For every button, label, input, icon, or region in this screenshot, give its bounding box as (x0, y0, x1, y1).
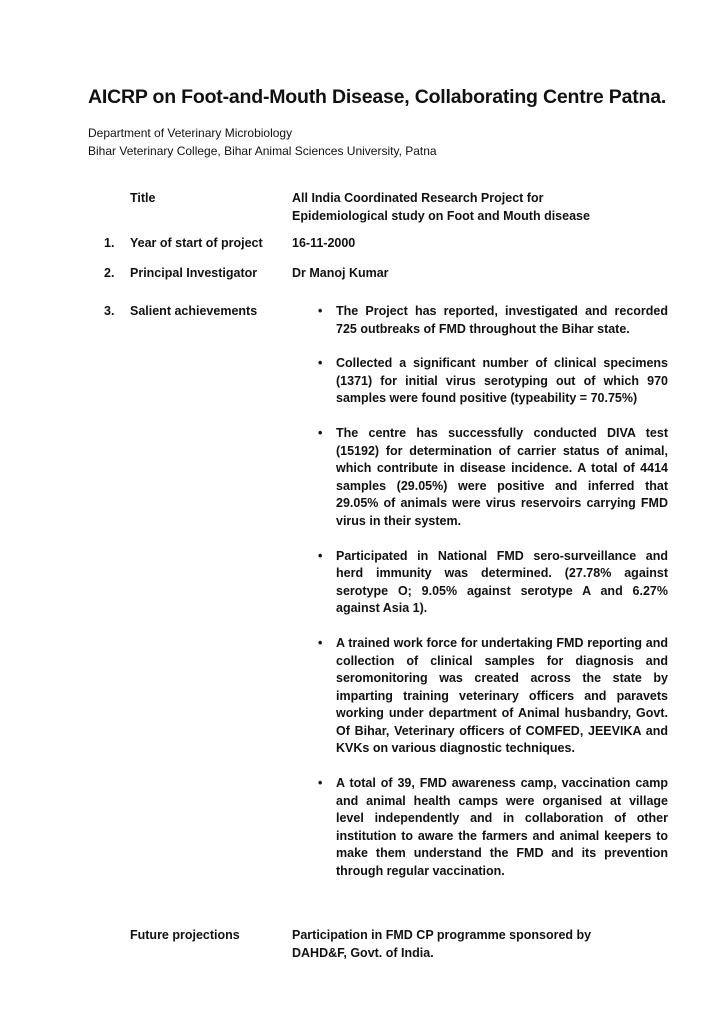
achievement-text: Participated in National FMD sero-surveillance and herd immunity was determined. (27.78% against serotype O; 9.05% against serotype A and 6.27% against Asia 1). (336, 548, 668, 616)
achievement-item (318, 548, 668, 618)
row-number: 1. (104, 236, 115, 250)
pi-value: Dr Manoj Kumar (292, 266, 389, 280)
title-label: Title (130, 191, 156, 205)
achievements-label: Salient achievements (130, 304, 258, 318)
department-name: Department of Veterinary Microbiology (88, 126, 293, 140)
row-number: 3. (104, 304, 115, 318)
year-value: 16-11-2000 (292, 236, 356, 250)
achievement-text: The Project has reported, investigated and recorded 725 outbreaks of FMD throughout the Bihar state. (336, 304, 668, 336)
bullet-icon: • (318, 356, 323, 371)
bullet-icon: • (318, 304, 323, 318)
achievement-item (318, 303, 668, 338)
row-number: 2. (104, 266, 115, 280)
achievement-item (318, 355, 668, 408)
document-title: AICRP on Foot-and-Mouth Disease, Collaborating Centre Patna. (88, 86, 667, 108)
achievements-list (318, 303, 668, 898)
achievement-text: A total of 39, FMD awareness camp, vaccination camp and animal health camps were organised at village level independently and in collaboration of other institution to aware the farmers and animal keepers to make them understand the FMD and its prevention through regular vaccination. (336, 776, 668, 879)
achievement-item (318, 635, 668, 758)
future-value: Participation in FMD CP programme sponsored by DAHD&F, Govt. of India. (292, 928, 592, 960)
achievement-text: Collected a significant number of clinical specimens (1371) for initial virus serotyping out of which 970 samples were found positive (typeability = 70.75%) (336, 356, 668, 406)
bullet-icon: • (318, 548, 323, 563)
year-label: Year of start of project (130, 236, 263, 250)
achievement-item (318, 425, 668, 531)
bullet-icon: • (318, 776, 323, 791)
title-value: All India Coordinated Research Project for Epidemiological study on Foot and Mouth disease (292, 191, 590, 223)
future-label: Future projections (130, 928, 240, 942)
bullet-icon: • (318, 635, 323, 650)
department-block (88, 124, 437, 160)
achievement-text: A trained work force for undertaking FMD reporting and collection of clinical samples for diagnosis and seromonitoring was created across the state by imparting training veterinary officers and paravets working under department of Animal husbandry, Govt. Of Bihar, Veterinary officers of COMFED, JEEVIKA and KVKs on various diagnostic techniques. (336, 635, 668, 756)
bullet-icon: • (318, 425, 323, 440)
achievement-text: The centre has successfully conducted DIVA test (15192) for determination of carrier status of animal, which contribute in disease incidence. A total of 4414 samples (29.05%) were positive and inferred that 29.05% of animals were virus reservoirs carrying FMD virus in their system. (336, 425, 668, 528)
achievement-item (318, 775, 668, 881)
institution-name: Bihar Veterinary College, Bihar Animal Sciences University, Patna (88, 144, 437, 158)
pi-label: Principal Investigator (130, 266, 258, 280)
